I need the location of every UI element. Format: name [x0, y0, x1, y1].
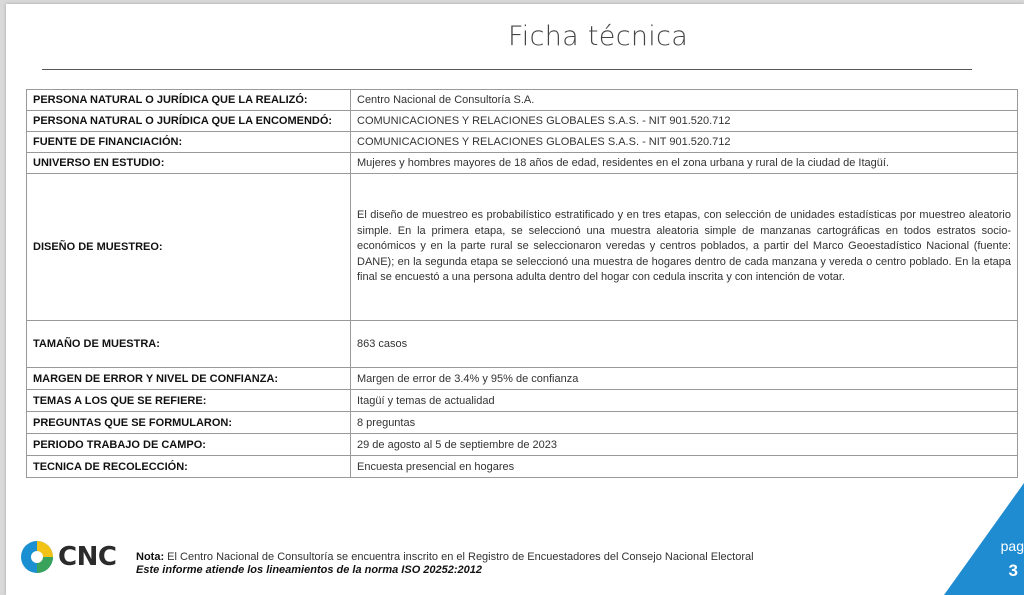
technical-sheet-table	[26, 89, 1018, 478]
table-row	[27, 174, 1018, 321]
row-value: 863 casos	[351, 321, 1018, 368]
row-value: Centro Nacional de Consultoría S.A.	[351, 90, 1018, 111]
table-row	[27, 456, 1018, 478]
cnc-logo	[20, 540, 116, 574]
title-divider	[42, 69, 972, 70]
row-label: TECNICA DE RECOLECCIÓN:	[27, 456, 351, 478]
row-value: Itagüí y temas de actualidad	[351, 390, 1018, 412]
row-label: PERIODO TRABAJO DE CAMPO:	[27, 434, 351, 456]
row-label: FUENTE DE FINANCIACIÓN:	[27, 132, 351, 153]
page-title: Ficha técnica	[507, 21, 689, 52]
row-label: MARGEN DE ERROR Y NIVEL DE CONFIANZA:	[27, 368, 351, 390]
cnc-logo-text: CNC	[58, 542, 117, 572]
row-value	[351, 174, 1018, 321]
table-row	[27, 90, 1018, 111]
document-page	[6, 4, 1024, 595]
cnc-logo-icon	[20, 540, 54, 574]
table-row	[27, 132, 1018, 153]
row-label: TEMAS A LOS QUE SE REFIERE:	[27, 390, 351, 412]
row-value: Encuesta presencial en hogares	[351, 456, 1018, 478]
note-label: Nota:	[136, 551, 165, 563]
table-row	[27, 412, 1018, 434]
table-row	[27, 321, 1018, 368]
note-text: El Centro Nacional de Consultoría se encuentra inscrito en el Registro de Encuestadores del Consejo Nacional Electoral	[164, 551, 754, 563]
row-label: UNIVERSO EN ESTUDIO:	[27, 153, 351, 174]
footer-note	[136, 551, 754, 577]
row-label: PERSONA NATURAL O JURÍDICA QUE LA ENCOMENDÓ:	[27, 111, 351, 132]
row-label: TAMAÑO DE MUESTRA:	[27, 321, 351, 368]
row-value: COMUNICACIONES Y RELACIONES GLOBALES S.A.S. - NIT 901.520.712	[351, 111, 1018, 132]
iso-norm-note: Este informe atiende los lineamientos de la norma ISO 20252:2012	[136, 564, 483, 576]
page-label: pag	[1000, 538, 1024, 554]
row-value: COMUNICACIONES Y RELACIONES GLOBALES S.A.S. - NIT 901.520.712	[351, 132, 1018, 153]
row-value: 8 preguntas	[351, 412, 1018, 434]
row-value: 29 de agosto al 5 de septiembre de 2023	[351, 434, 1018, 456]
table-row	[27, 434, 1018, 456]
row-value: Mujeres y hombres mayores de 18 años de edad, residentes en el zona urbana y rural de la ciudad de Itagüí.	[351, 153, 1018, 174]
table-row	[27, 111, 1018, 132]
page-number: 3	[1008, 561, 1018, 580]
table-row	[27, 368, 1018, 390]
table-row	[27, 390, 1018, 412]
row-label: DISEÑO DE MUESTREO:	[27, 174, 351, 321]
row-label: PERSONA NATURAL O JURÍDICA QUE LA REALIZÓ:	[27, 90, 351, 111]
row-value: Margen de error de 3.4% y 95% de confianza	[351, 368, 1018, 390]
sampling-design-text: El diseño de muestreo es probabilístico estratificado y en tres etapas, con selección de unidades estadísticas por muestreo aleatorio simple. En la primera etapa, se seleccionó una muestra aleatoria simple de manzanas cartográficas en todos estratos socio-económicos y en la parte rural se seleccionaron veredas y centros poblados, a partir del Marco Geoestadístico Nacional (fuente: DANE); en la segunda etapa se seleccionó una muestra de hogares dentro de cada manzana y vereda o centro poblado. En la etapa final se encuestó a una persona adulta dentro del hogar con cedula inscrita y con intención de votar.	[357, 209, 1011, 284]
row-label: PREGUNTAS QUE SE FORMULARON:	[27, 412, 351, 434]
table-row	[27, 153, 1018, 174]
registry-note	[136, 551, 754, 564]
